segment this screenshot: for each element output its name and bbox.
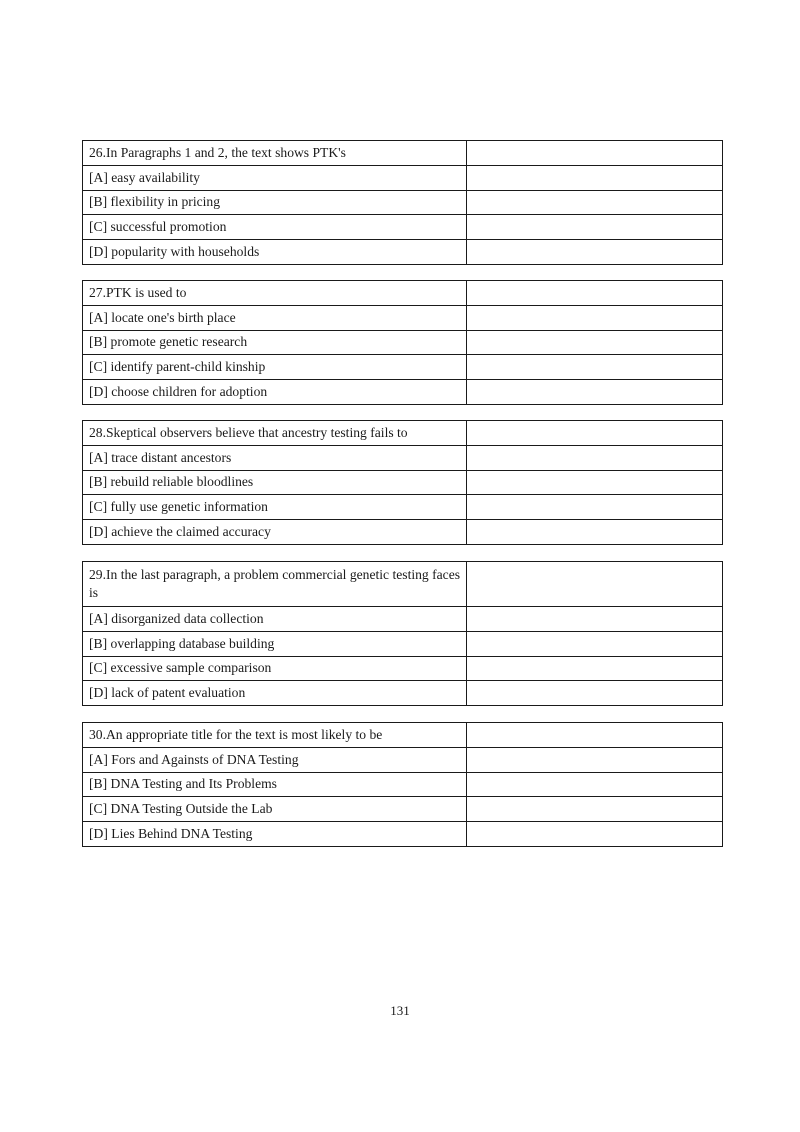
answer-cell[interactable]	[467, 305, 723, 330]
option-row	[83, 445, 723, 470]
option-d: [D] popularity with households	[83, 240, 467, 265]
answer-cell[interactable]	[467, 330, 723, 355]
question-stem-row	[83, 281, 723, 306]
question-table-26	[82, 140, 723, 265]
option-d: [D] achieve the claimed accuracy	[83, 520, 467, 545]
option-b: [B] flexibility in pricing	[83, 190, 467, 215]
answer-cell[interactable]	[467, 822, 723, 847]
answer-cell[interactable]	[467, 215, 723, 240]
option-a: [A] trace distant ancestors	[83, 445, 467, 470]
option-row	[83, 190, 723, 215]
question-stem-row	[83, 562, 723, 607]
question-stem-row	[83, 141, 723, 166]
answer-cell[interactable]	[467, 380, 723, 405]
question-stem: 27.PTK is used to	[83, 281, 467, 306]
option-a: [A] easy availability	[83, 165, 467, 190]
option-a: [A] Fors and Againsts of DNA Testing	[83, 747, 467, 772]
answer-cell[interactable]	[467, 281, 723, 306]
option-row	[83, 747, 723, 772]
option-c: [C] successful promotion	[83, 215, 467, 240]
question-table-29	[82, 561, 723, 706]
option-row	[83, 520, 723, 545]
option-row	[83, 822, 723, 847]
option-row	[83, 631, 723, 656]
option-row	[83, 681, 723, 706]
question-stem: 28.Skeptical observers believe that ancestry testing fails to	[83, 421, 467, 446]
option-b: [B] promote genetic research	[83, 330, 467, 355]
option-row	[83, 470, 723, 495]
option-row	[83, 165, 723, 190]
option-c: [C] DNA Testing Outside the Lab	[83, 797, 467, 822]
answer-cell[interactable]	[467, 562, 723, 607]
option-row	[83, 380, 723, 405]
question-stem: 26.In Paragraphs 1 and 2, the text shows PTK's	[83, 141, 467, 166]
option-d: [D] lack of patent evaluation	[83, 681, 467, 706]
option-c: [C] excessive sample comparison	[83, 656, 467, 681]
answer-cell[interactable]	[467, 495, 723, 520]
answer-cell[interactable]	[467, 355, 723, 380]
option-a: [A] disorganized data collection	[83, 607, 467, 632]
option-b: [B] overlapping database building	[83, 631, 467, 656]
page-number: 131	[390, 1003, 410, 1018]
question-table-27	[82, 280, 723, 405]
question-stem: 30.An appropriate title for the text is most likely to be	[83, 723, 467, 748]
option-c: [C] fully use genetic information	[83, 495, 467, 520]
answer-cell[interactable]	[467, 520, 723, 545]
option-row	[83, 772, 723, 797]
option-d: [D] Lies Behind DNA Testing	[83, 822, 467, 847]
answer-cell[interactable]	[467, 445, 723, 470]
answer-cell[interactable]	[467, 797, 723, 822]
answer-cell[interactable]	[467, 141, 723, 166]
answer-cell[interactable]	[467, 607, 723, 632]
option-row	[83, 240, 723, 265]
answer-cell[interactable]	[467, 470, 723, 495]
option-row	[83, 656, 723, 681]
option-row	[83, 607, 723, 632]
answer-cell[interactable]	[467, 190, 723, 215]
option-row	[83, 495, 723, 520]
option-row	[83, 215, 723, 240]
answer-cell[interactable]	[467, 165, 723, 190]
option-row	[83, 330, 723, 355]
option-row	[83, 305, 723, 330]
option-b: [B] rebuild reliable bloodlines	[83, 470, 467, 495]
answer-cell[interactable]	[467, 747, 723, 772]
answer-cell[interactable]	[467, 723, 723, 748]
question-table-30	[82, 722, 723, 847]
question-stem: 29.In the last paragraph, a problem commercial genetic testing faces is	[83, 562, 467, 607]
answer-cell[interactable]	[467, 421, 723, 446]
option-row	[83, 355, 723, 380]
answer-cell[interactable]	[467, 656, 723, 681]
answer-cell[interactable]	[467, 631, 723, 656]
option-c: [C] identify parent-child kinship	[83, 355, 467, 380]
option-d: [D] choose children for adoption	[83, 380, 467, 405]
option-row	[83, 797, 723, 822]
answer-cell[interactable]	[467, 772, 723, 797]
answer-cell[interactable]	[467, 681, 723, 706]
question-stem-row	[83, 723, 723, 748]
option-a: [A] locate one's birth place	[83, 305, 467, 330]
question-table-28	[82, 420, 723, 545]
question-stem-row	[83, 421, 723, 446]
answer-cell[interactable]	[467, 240, 723, 265]
option-b: [B] DNA Testing and Its Problems	[83, 772, 467, 797]
